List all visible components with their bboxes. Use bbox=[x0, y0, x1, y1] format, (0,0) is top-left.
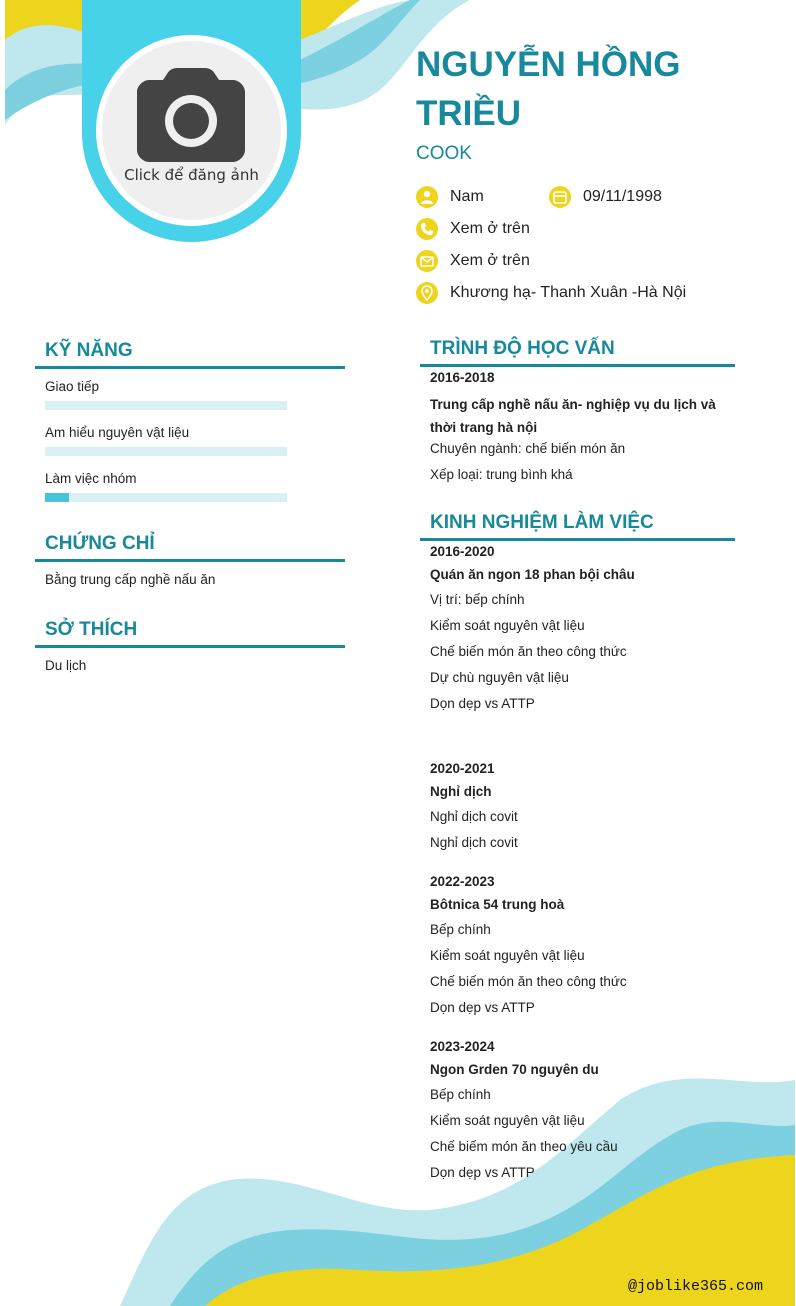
job-detail: Chế biến món ăn theo công thức bbox=[430, 644, 627, 659]
job-detail: Bếp chính bbox=[430, 922, 491, 937]
job-period: 2020-2021 bbox=[430, 761, 495, 776]
user-icon bbox=[416, 186, 438, 208]
phone-value: Xem ở trên bbox=[450, 220, 530, 237]
job-period: 2022-2023 bbox=[430, 874, 495, 889]
experience-divider bbox=[420, 538, 735, 541]
job-title: COOK bbox=[416, 143, 472, 164]
job-period: 2016-2020 bbox=[430, 544, 495, 559]
job-detail: Chế biến món ăn theo công thức bbox=[430, 974, 627, 989]
skills-heading: KỸ NĂNG bbox=[45, 340, 133, 361]
watermark: @joblike365.com bbox=[628, 1278, 764, 1295]
job-detail: Kiểm soát nguyên vật liệu bbox=[430, 618, 585, 633]
skill-bar bbox=[45, 401, 287, 410]
education-divider bbox=[420, 364, 735, 367]
experience-heading: KINH NGHIỆM LÀM VIỆC bbox=[430, 512, 654, 533]
calendar-icon bbox=[549, 186, 571, 208]
job-place: Bôtnica 54 trung hoà bbox=[430, 897, 565, 912]
skill-label: Am hiểu nguyên vật liệu bbox=[45, 425, 190, 440]
education-detail: Xếp loại: trung bình khá bbox=[430, 467, 573, 482]
job-detail: Nghỉ dịch covit bbox=[430, 835, 518, 850]
hobbies-divider bbox=[35, 645, 345, 648]
skill-bar bbox=[45, 447, 287, 456]
skill-label: Giao tiếp bbox=[45, 379, 100, 394]
candidate-name: NGUYỄN HỒNG TRIỀU bbox=[416, 45, 681, 133]
job-period: 2023-2024 bbox=[430, 1039, 495, 1054]
job-detail: Chế biếm món ăn theo yêu cầu bbox=[430, 1139, 618, 1154]
job-detail: Kiểm soát nguyên vật liệu bbox=[430, 948, 585, 963]
phone-icon bbox=[416, 218, 438, 240]
photo-caption[interactable]: Click để đăng ảnh bbox=[124, 166, 259, 184]
education-school: Trung cấp nghề nấu ăn- nghiệp vụ du lịch và thời trang hà nội bbox=[430, 397, 716, 435]
job-detail: Dọn dẹp vs ATTP bbox=[430, 1000, 535, 1015]
certificate-item: Bằng trung cấp nghề nấu ăn bbox=[45, 572, 216, 587]
location-pin-icon bbox=[416, 282, 438, 304]
job-detail: Dọn dẹp vs ATTP bbox=[430, 1165, 535, 1180]
birthdate-value: 09/11/1998 bbox=[583, 188, 662, 205]
camera-icon[interactable] bbox=[137, 68, 245, 162]
skills-divider bbox=[35, 366, 345, 369]
job-detail: Nghỉ dịch covit bbox=[430, 809, 518, 824]
skill-label: Làm việc nhóm bbox=[45, 471, 137, 486]
email-icon bbox=[416, 250, 438, 272]
skill-bar-fill bbox=[45, 493, 69, 502]
hobbies-heading: SỞ THÍCH bbox=[45, 619, 138, 640]
job-detail: Bếp chính bbox=[430, 1087, 491, 1102]
job-detail: Dọn dẹp vs ATTP bbox=[430, 696, 535, 711]
email-value: Xem ở trên bbox=[450, 252, 530, 269]
education-period: 2016-2018 bbox=[430, 370, 495, 385]
education-detail: Chuyên ngành: chế biến món ăn bbox=[430, 441, 626, 456]
job-detail: Vị trí: bếp chính bbox=[430, 592, 525, 607]
certificates-heading: CHỨNG CHỈ bbox=[45, 533, 155, 554]
hobby-item: Du lịch bbox=[45, 658, 87, 673]
certificates-divider bbox=[35, 559, 345, 562]
job-place: Quán ăn ngon 18 phan bội châu bbox=[430, 567, 635, 582]
job-place: Ngon Grden 70 nguyên du bbox=[430, 1062, 599, 1077]
gender-value: Nam bbox=[450, 188, 484, 205]
address-value: Khương hạ- Thanh Xuân -Hà Nội bbox=[450, 284, 687, 301]
education-heading: TRÌNH ĐỘ HỌC VẤN bbox=[430, 338, 615, 359]
job-detail: Dự chù nguyên vật liệu bbox=[430, 670, 569, 685]
job-detail: Kiểm soát nguyên vật liệu bbox=[430, 1113, 585, 1128]
job-place: Nghỉ dịch bbox=[430, 784, 492, 799]
skill-bar bbox=[45, 493, 287, 502]
